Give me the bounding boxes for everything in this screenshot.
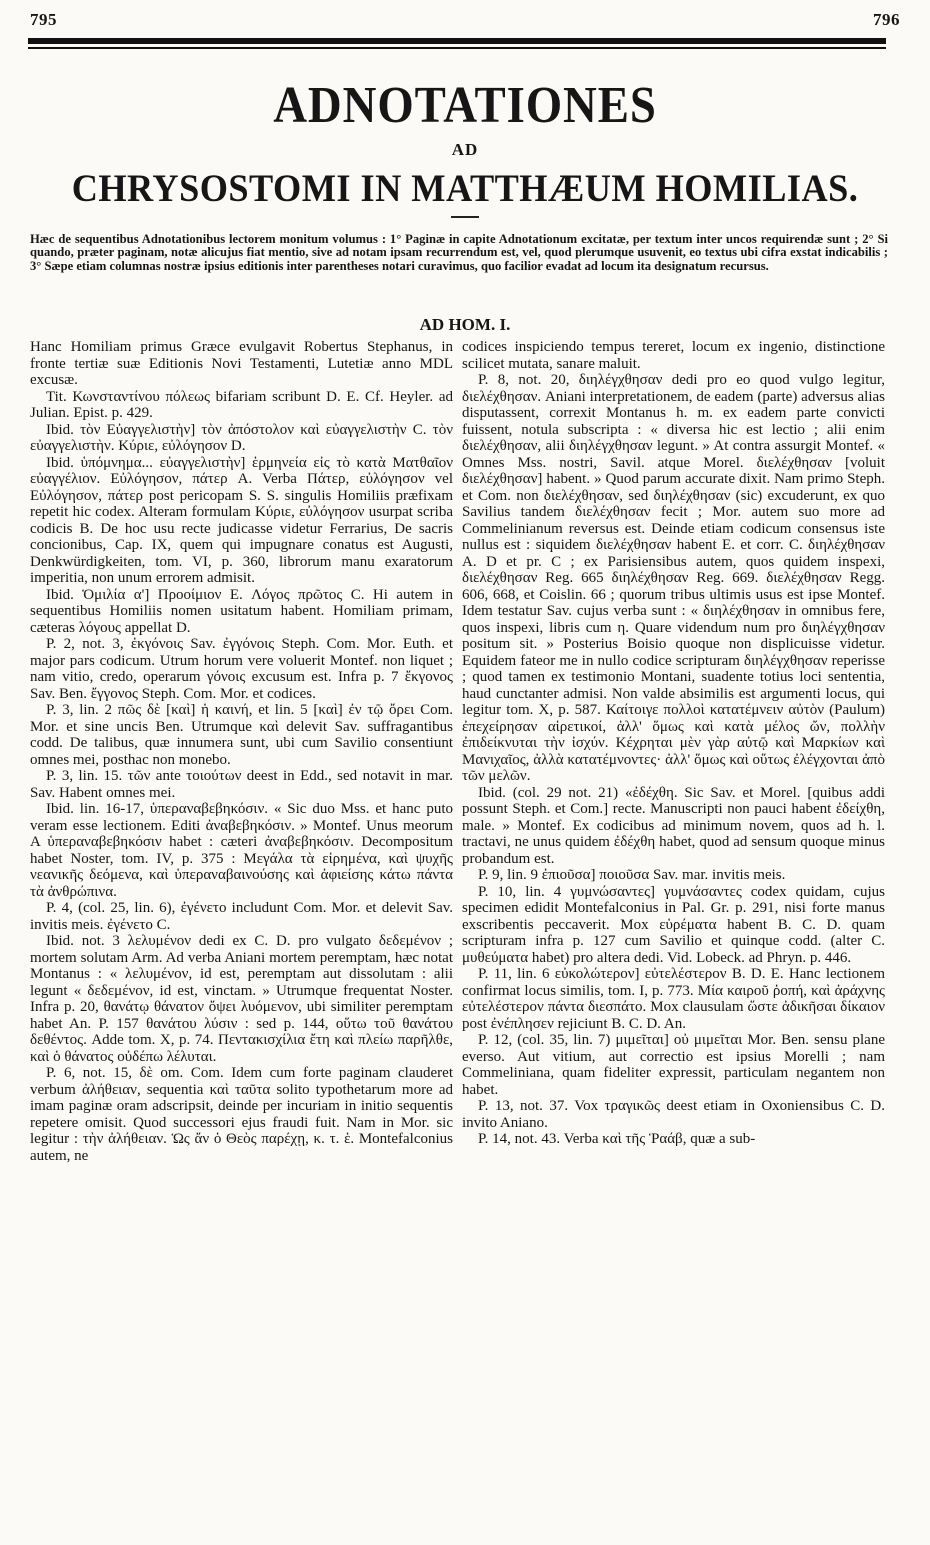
right-para-3: Ibid. (col. 29 not. 21) «ἐδέχθη. Sic Sav. et Morel. [quibus addi possunt Steph. et Com.] recte. Manuscripti non pauci habent ἐδείχθη, male. » Montef. Ex codicibus ad minimum novem, quos ad h. l. tractavi, ne unus quidem ἐδέχθη habet, quod ad sensum quoque minus probandum est. — [462, 784, 885, 867]
title-subject: CHRYSOSTOMI IN MATTHÆUM HOMILIAS. — [71, 167, 859, 210]
right-para-8: P. 13, not. 37. Vox τραγικῶς deest etiam in Oxoniensibus C. D. invito Aniano. — [462, 1098, 885, 1131]
title-main: ADNOTATIONES — [273, 77, 657, 134]
left-para-1: Hanc Homiliam primus Græce evulgavit Robertus Stephanus, in fronte tertiæ suæ Editionis Novi Testamenti, Lutetiæ anno MDL excusæ. — [30, 339, 453, 388]
right-para-6: P. 11, lin. 6 εὐκολώτερον] εὐτελέστερον B. D. E. Hanc lectionem confirmat locus similis, tom. I, p. 773. Μία καιροῦ ῥοπή, καὶ ἀράχνης εὐτελέστερον πάντα διεσπάτο. Mox clausulam ὥστε ἀδικῆσαι δίκαιον post ἐνέπλησεν rejiciunt B. C. D. An. — [462, 966, 885, 1032]
right-para-9: P. 14, not. 43. Verba καὶ τῆς Ῥαάβ, quæ a sub- — [478, 1131, 756, 1147]
section-heading: AD HOM. I. — [419, 315, 511, 334]
left-para-4: Ibid. ὑπόμνημα... εὐαγγελιστὴν] ἑρμηνεία εἰς τὸ κατὰ Ματθαῖον εὐαγγέλιον. Εὐλόγησον, πάτερ A. Verba Πάτερ, εὐλόγησον vel Εὐλόγησον, πάτερ post pericopam S. S. singulis Homiliis præfixam repetit hic codex. Alteram formulam Κύριε, εὐλόγησον usurpat scriba codicis B. De hoc usu recte judicasse videtur Ferrarius, De sacris concionibus, Cap. IX, quem qui impugnare conatus est Augusti, Denkwürdigkeiten, tom. VI, p. 360, librorum manu exaratorum imperitia, non unum errorem admisit. — [30, 454, 453, 586]
left-para-10: P. 4, (col. 25, lin. 6), ἐγένετο includunt Com. Mor. et delevit Sav. invitis meis. ἐγένετο C. — [30, 900, 453, 933]
left-para-7: P. 3, lin. 2 πῶς δὲ [καὶ] ἡ καινή, et lin. 5 [καὶ] ἐν τῷ ὄρει Com. Mor. et sine uncis Ben. Utrumque καὶ delevit Sav. suffragantibus codd. De talibus, quæ innumera sunt, ubi cum Savilio consentiunt omnes mei, posthac non monebo. — [30, 702, 453, 768]
intro-paragraph: Hæc de sequentibus Adnotationibus lectorem monitum volumus : 1° Paginæ in capite Adnotationum excitatæ, per textum inter uncos requirendæ sunt ; 2° Si quando, præter paginam, notæ alicujus fiat mentio, sive ad notam ipsam recurrendum est, vel, quod plerumque usuvenit, eo textus ubi cifra exstat indicabilis ; 3° Sæpe etiam columnas nostræ ipsius editionis inter parentheses notari curavimus, quo facilior evadat ad locum ita designatum recursus. — [30, 232, 888, 273]
left-para-9: Ibid. lin. 16-17, ὑπεραναβεβηκόσιν. « Sic duo Mss. et hanc puto veram esse lectionem. Editi ἀναβεβηκόσιν. » Montef. Unus meorum A ὑπεραναβεβηκόσιν habet : cæteri ἀναβεβηκόσιν. Decompositum habet Noster, tom. IV, p. 375 : Μεγάλα τὰ εἰρημένα, καὶ ψυχῆς νεανικῆς δεόμενα, καὶ ὑπεραναβαινούσης καὶ ἀφιείσης κάτω πάντα τὰ ἀνθρώπινα. — [30, 801, 453, 900]
header-rule-thick — [28, 38, 886, 44]
page-number-right: 796 — [873, 10, 900, 29]
left-para-11: Ibid. not. 3 λελυμένον dedi ex C. D. pro vulgato δεδεμένον ; mortem solutam Arm. Ad verba Aniani mortem peremptam, hæc notat Montanus : « λελυμένον, id est, peremptam aut dissolutam : alii legunt « δεδεμένον, id est, vinctam. » Utrumque frequentat Noster. Infra p. 20, θανάτῳ θάνατον ὄψει λυόμενον, ubi similiter peremptam habet An. P. 157 θανάτου λύσιν : sed p. 144, οὕτω τοῦ θανάτου δεθέντος. Adde tom. X, p. 74. Πεντακισχίλια ἔτη καὶ πλείω παρῆλθε, καὶ ὁ θάνατος οὐδέπω λέλυται. — [30, 933, 453, 1065]
title-connector: AD — [451, 140, 479, 159]
right-para-2: P. 8, not. 20, διηλέγχθησαν dedi pro eo quod vulgo legitur, διελέχθησαν. Aniani interpretationem, de eadem (parte) adversus alias disputassent, correxit Montanus h. m. ex eadem parte convicti fuissent, notula subscripta : « diversa hic est lectio ; alii enim διελέχθησαν, alii διηλέγχθησαν legunt. » At contra assurgit Montef. « Omnes Mss. nostri, Savil. atque Morel. διελέχθησαν [voluit διελέχθησαν] habent. » Quod parum accurate dixit. Nam primo Steph. et Com. non διελέχθησαν, sed διηλέχθησαν (sic) excuderunt, ex quo Savilius tandem διελέχθησαν fecit ; Mor. autem suo more ad Commelinianum reversus est. Deinde etiam codicum consensus iste nullus est : siquidem διελέχθησαν habent E. et corr. C. διηλέχθησαν A. D et pr. C ; ex Parisiensibus autem, quos quidem inspexi, διελέχθησαν Reg. 665 διηλέχθησαν Reg. 669. διελέχθησαν Regg. 606, 668, et Coislin. 66 ; quorum tribus ultimis usus est ipse Montef. Idem testatur Sav. cujus verba sunt : « διηλέχθησαν in omnibus fere, quos inspexi, libris cum η. Quare videndum num pro διηλέγχθησαν positum sit. » Posterius Boisio quoque non displicuisse videtur. Equidem fateor me in nullo codice scripturam διηλέγχθησαν reperisse ; quod tamen ex testimonio Montani, suadente totius loci sententia, haud cunctanter admisi. Non valde absimilis est argumenti locus, qui legitur tom. X, p. 587. Καίτοιγε πολλοὶ κατατέμνειν αὐτὸν (Paulum) ἐπεχείρησαν αἱρετικοί, ἀλλ' ὅμως καὶ κατὰ μέλος ὤν, πολλὴν ἐπιδείκνυται τὴν ἰσχύν. Κέχρηται μὲν γὰρ αὐτῷ καὶ Μαρκίων καὶ Μανιχαῖος, ἀλλὰ κατατέμνοντες· ἀλλ' ὅμως καὶ οὕτως ἐλέγχονται ἀπὸ τῶν μελῶν. — [462, 372, 885, 784]
right-para-4: P. 9, lin. 9 ἐπιοῦσα] ποιοῦσα Sav. mar. invitis meis. — [478, 867, 786, 883]
left-column — [30, 339, 453, 1164]
page-number-left: 795 — [30, 10, 57, 29]
header-rule-thin — [28, 47, 886, 49]
left-para-2: Tit. Κωνσταντίνου πόλεως bifariam scribunt D. E. Cf. Heyler. ad Julian. Epist. p. 429. — [30, 388, 453, 421]
left-para-6: P. 2, not. 3, ἐκγόνοις Sav. ἐγγόνοις Steph. Com. Mor. Euth. et major pars codicum. Utrum horum vere voluerit Montef. non liquet ; nam vitio, credo, operarum γόνοις excusum est. Infra p. 7 ἔκγονος Sav. Ben. ἔγγονος Steph. Com. Mor. et codices. — [30, 636, 453, 702]
right-para-5: P. 10, lin. 4 γυμνώσαντες] γυμνάσαντες codex quidam, cujus specimen edidit Montefalconius in Pal. Gr. p. 291, nisi forte manus exscribentis peccaverit. Mox εὑρέματα habent B. C. D. quam scripturam infra p. 127 cum Savilio et quinque codd. (alter C. μυθεύματα habet) pro altera dedi. Vid. Lobeck. ad Phryn. p. 446. — [462, 883, 885, 966]
right-para-1: codices inspiciendo tempus tereret, locum ex ingenio, distinctione scilicet mutata, sanare maluit. — [462, 339, 885, 372]
left-para-5: Ibid. Ὁμιλία α'] Προοίμιον E. Λόγος πρῶτος C. Hi autem in sequentibus Homiliis nomen usitatum habent. Homiliam primam, cæteras λόγους appellat D. — [30, 586, 453, 636]
title-divider — [451, 216, 479, 218]
left-para-3: Ibid. τὸν Εὐαγγελιστὴν] τὸν ἀπόστολον καὶ εὐαγγελιστὴν C. τὸν εὐαγγελιστὴν. Κύριε, εὐλόγησον D. — [30, 421, 453, 454]
left-para-8: P. 3, lin. 15. τῶν ante τοιούτων deest in Edd., sed notavit in mar. Sav. Habent omnes mei. — [30, 768, 453, 801]
left-para-12: P. 6, not. 15, δὲ om. Com. Idem cum forte paginam clauderet verbum ἀλήθειαν, sequentia καὶ ταῦτα solito typothetarum more ad imam paginæ oram adscripsit, deinde per incuriam in initio sequentis repetere omisit. Quod successori ejus fraudi fuit. Nam in Mor. sic legitur : τὴν ἀλήθειαν. Ὡς ἄν ὁ Θεὸς παρέχῃ, κ. τ. ἑ. Montefalconius autem, ne — [30, 1065, 453, 1164]
right-para-7: P. 12, (col. 35, lin. 7) μιμεῖται] οὐ μιμεῖται Mor. Ben. sensu plane everso. Aut vitium, aut correctio est ipsius Morelli ; nam Commeliniana, quam fideliter expressit, particulam negantem non habet. — [462, 1032, 885, 1098]
right-column — [462, 339, 885, 1148]
